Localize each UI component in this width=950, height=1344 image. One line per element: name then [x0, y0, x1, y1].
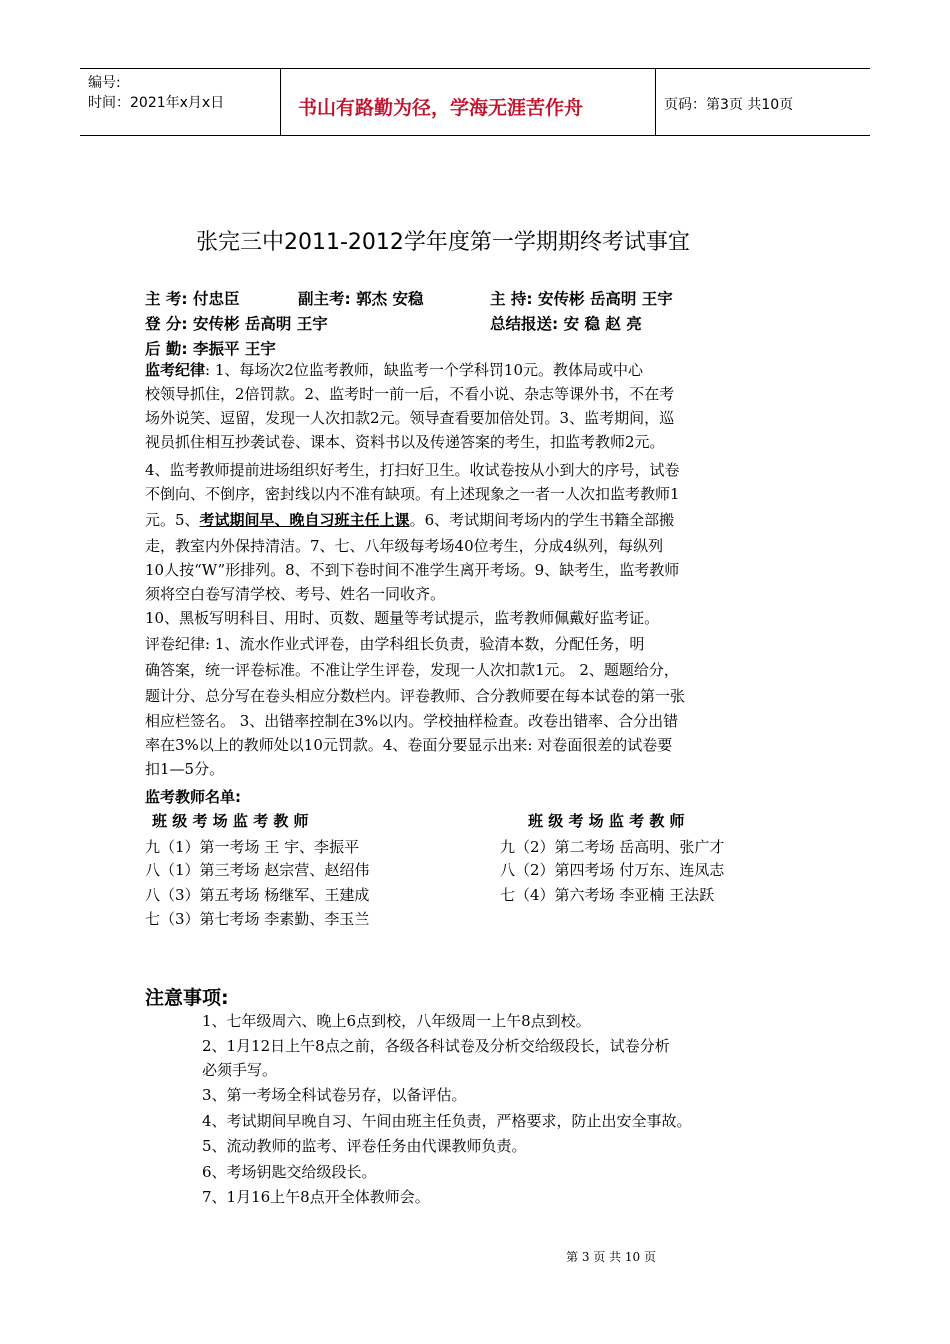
discipline-line-11: 10、黑板写明科目、用时、页数、题量等考试提示，监考教师佩戴好监考证。 [145, 609, 660, 627]
grading-line-5: 率在3%以上的教师处以10元罚款。4、卷面分要显示出来: 对卷面很差的试卷要 [145, 736, 673, 754]
notice-line-2: 2、1月12日上午8点之前，各级各科试卷及分析交给级段长，试卷分析 [202, 1037, 670, 1055]
emphasis-homeroom: 考试期间早、晚自习班主任上课 [199, 511, 410, 529]
roster-col-header-left: 班 级 考 场 监 考 教 师 [152, 812, 309, 830]
roster-right-1: 九（2）第二考场 岳高明、张广才 [500, 838, 725, 856]
discipline-line-5: 4、监考教师提前进场组织好考生，打扫好卫生。收试卷按从小到大的序号，试卷 [145, 461, 680, 479]
grading-line-2: 确答案，统一评卷标准。不准让学生评卷，发现一人次扣款1元。 2、题题给分， [145, 661, 679, 679]
header-date: 时间：2021年x月x日 [88, 95, 225, 111]
discipline-line-8: 走，教室内外保持清洁。7、七、八年级每考场40位考生，分成4纵列，每纵列 [145, 537, 664, 555]
discipline-line-7: 元。5、考试期间早、晚自习班主任上课。6、考试期间考场内的学生书籍全部搬 [145, 511, 675, 529]
discipline-line-9: 10人按“W”形排列。8、不到下卷时间不准学生离开考场。9、缺考生，监考教师 [145, 561, 680, 579]
header-bottom-rule [80, 135, 870, 136]
discipline-line-1: 监考纪律: 1、每场次2位监考教师，缺监考一个学科罚10元。教体局或中心 [145, 361, 644, 379]
discipline-line-2: 校领导抓住，2倍罚款。2、监考时一前一后，不看小说、杂志等课外书，不在考 [145, 385, 675, 403]
notice-line-7: 6、考场钥匙交给级段长。 [202, 1163, 377, 1181]
header-divider-left [280, 68, 281, 135]
notice-heading: 注意事项: [145, 987, 229, 1009]
notice-line-5: 4、考试期间早晚自习、午间由班主任负责，严格要求，防止出安全事故。 [202, 1112, 692, 1130]
grading-line-1: 评卷纪律: 1、流水作业式评卷，由学科组长负责，验清本数，分配任务，明 [145, 635, 645, 653]
roster-left-1: 九（1）第一考场 王 宇、李振平 [145, 838, 360, 856]
role-report: 总结报送: 安 稳 赵 亮 [490, 315, 642, 333]
role-host: 主 持: 安传彬 岳高明 王宇 [490, 290, 673, 308]
page-footer: 第 3 页 共 10 页 [566, 1250, 656, 1264]
roster-left-4: 七（3）第七考场 李素勤、李玉兰 [145, 910, 370, 928]
roster-left-2: 八（1）第三考场 赵宗营、赵绍伟 [145, 861, 370, 879]
role-deputy-examiner: 副主考: 郭杰 安稳 [298, 290, 424, 308]
grading-line-4: 相应栏签名。 3、出错率控制在3%以内。学校抽样检查。改卷出错率、合分出错 [145, 712, 679, 730]
discipline-line-10: 须将空白卷写清学校、考号、姓名一同收齐。 [145, 585, 446, 603]
role-logistics: 后 勤: 李振平 王宇 [145, 340, 276, 358]
header-number-label: 编号: [88, 75, 121, 91]
discipline-line-4: 视员抓住相互抄袭试卷、课本、资料书以及传递答案的考生，扣监考教师2元。 [145, 433, 665, 451]
grading-line-3: 题计分、总分写在卷头相应分数栏内。评卷教师、合分教师要在每本试卷的第一张 [145, 687, 686, 705]
notice-line-1: 1、七年级周六、晚上6点到校，八年级周一上午8点到校。 [202, 1012, 591, 1030]
notice-line-6: 5、流动教师的监考、评卷任务由代课教师负责。 [202, 1137, 527, 1155]
role-chief-examiner: 主 考: 付忠臣 [145, 290, 240, 308]
header-motto: 书山有路勤为径，学海无涯苦作舟 [298, 97, 584, 119]
header-page-info: 页码：第3页 共10页 [664, 97, 794, 113]
header-top-rule [80, 68, 870, 69]
roster-col-header-right: 班 级 考 场 监 考 教 师 [528, 812, 685, 830]
roster-left-3: 八（3）第五考场 杨继军、王建成 [145, 886, 370, 904]
roster-heading: 监考教师名单: [145, 788, 241, 806]
roster-right-3: 七（4）第六考场 李亚楠 王法跃 [500, 886, 715, 904]
roster-right-2: 八（2）第四考场 付万东、连凤志 [500, 861, 725, 879]
notice-line-3: 必须手写。 [202, 1061, 278, 1079]
notice-line-4: 3、第一考场全科试卷另存，以备评估。 [202, 1086, 467, 1104]
document-title: 张完三中2011-2012学年度第一学期期终考试事宜 [196, 230, 690, 255]
notice-line-8: 7、1月16上午8点开全体教师会。 [202, 1188, 430, 1206]
discipline-label: 监考纪律 [145, 361, 206, 379]
header-divider-right [655, 68, 656, 135]
grading-line-6: 扣1—5分。 [145, 760, 225, 778]
discipline-line-3: 场外说笑、逗留，发现一人次扣款2元。领导查看要加倍处罚。3、监考期间，巡 [145, 409, 675, 427]
role-scoring: 登 分: 安传彬 岳高明 王宇 [145, 315, 328, 333]
discipline-line-6: 不倒向、不倒序，密封线以内不准有缺项。有上述现象之一者一人次扣监考教师1 [145, 485, 680, 503]
